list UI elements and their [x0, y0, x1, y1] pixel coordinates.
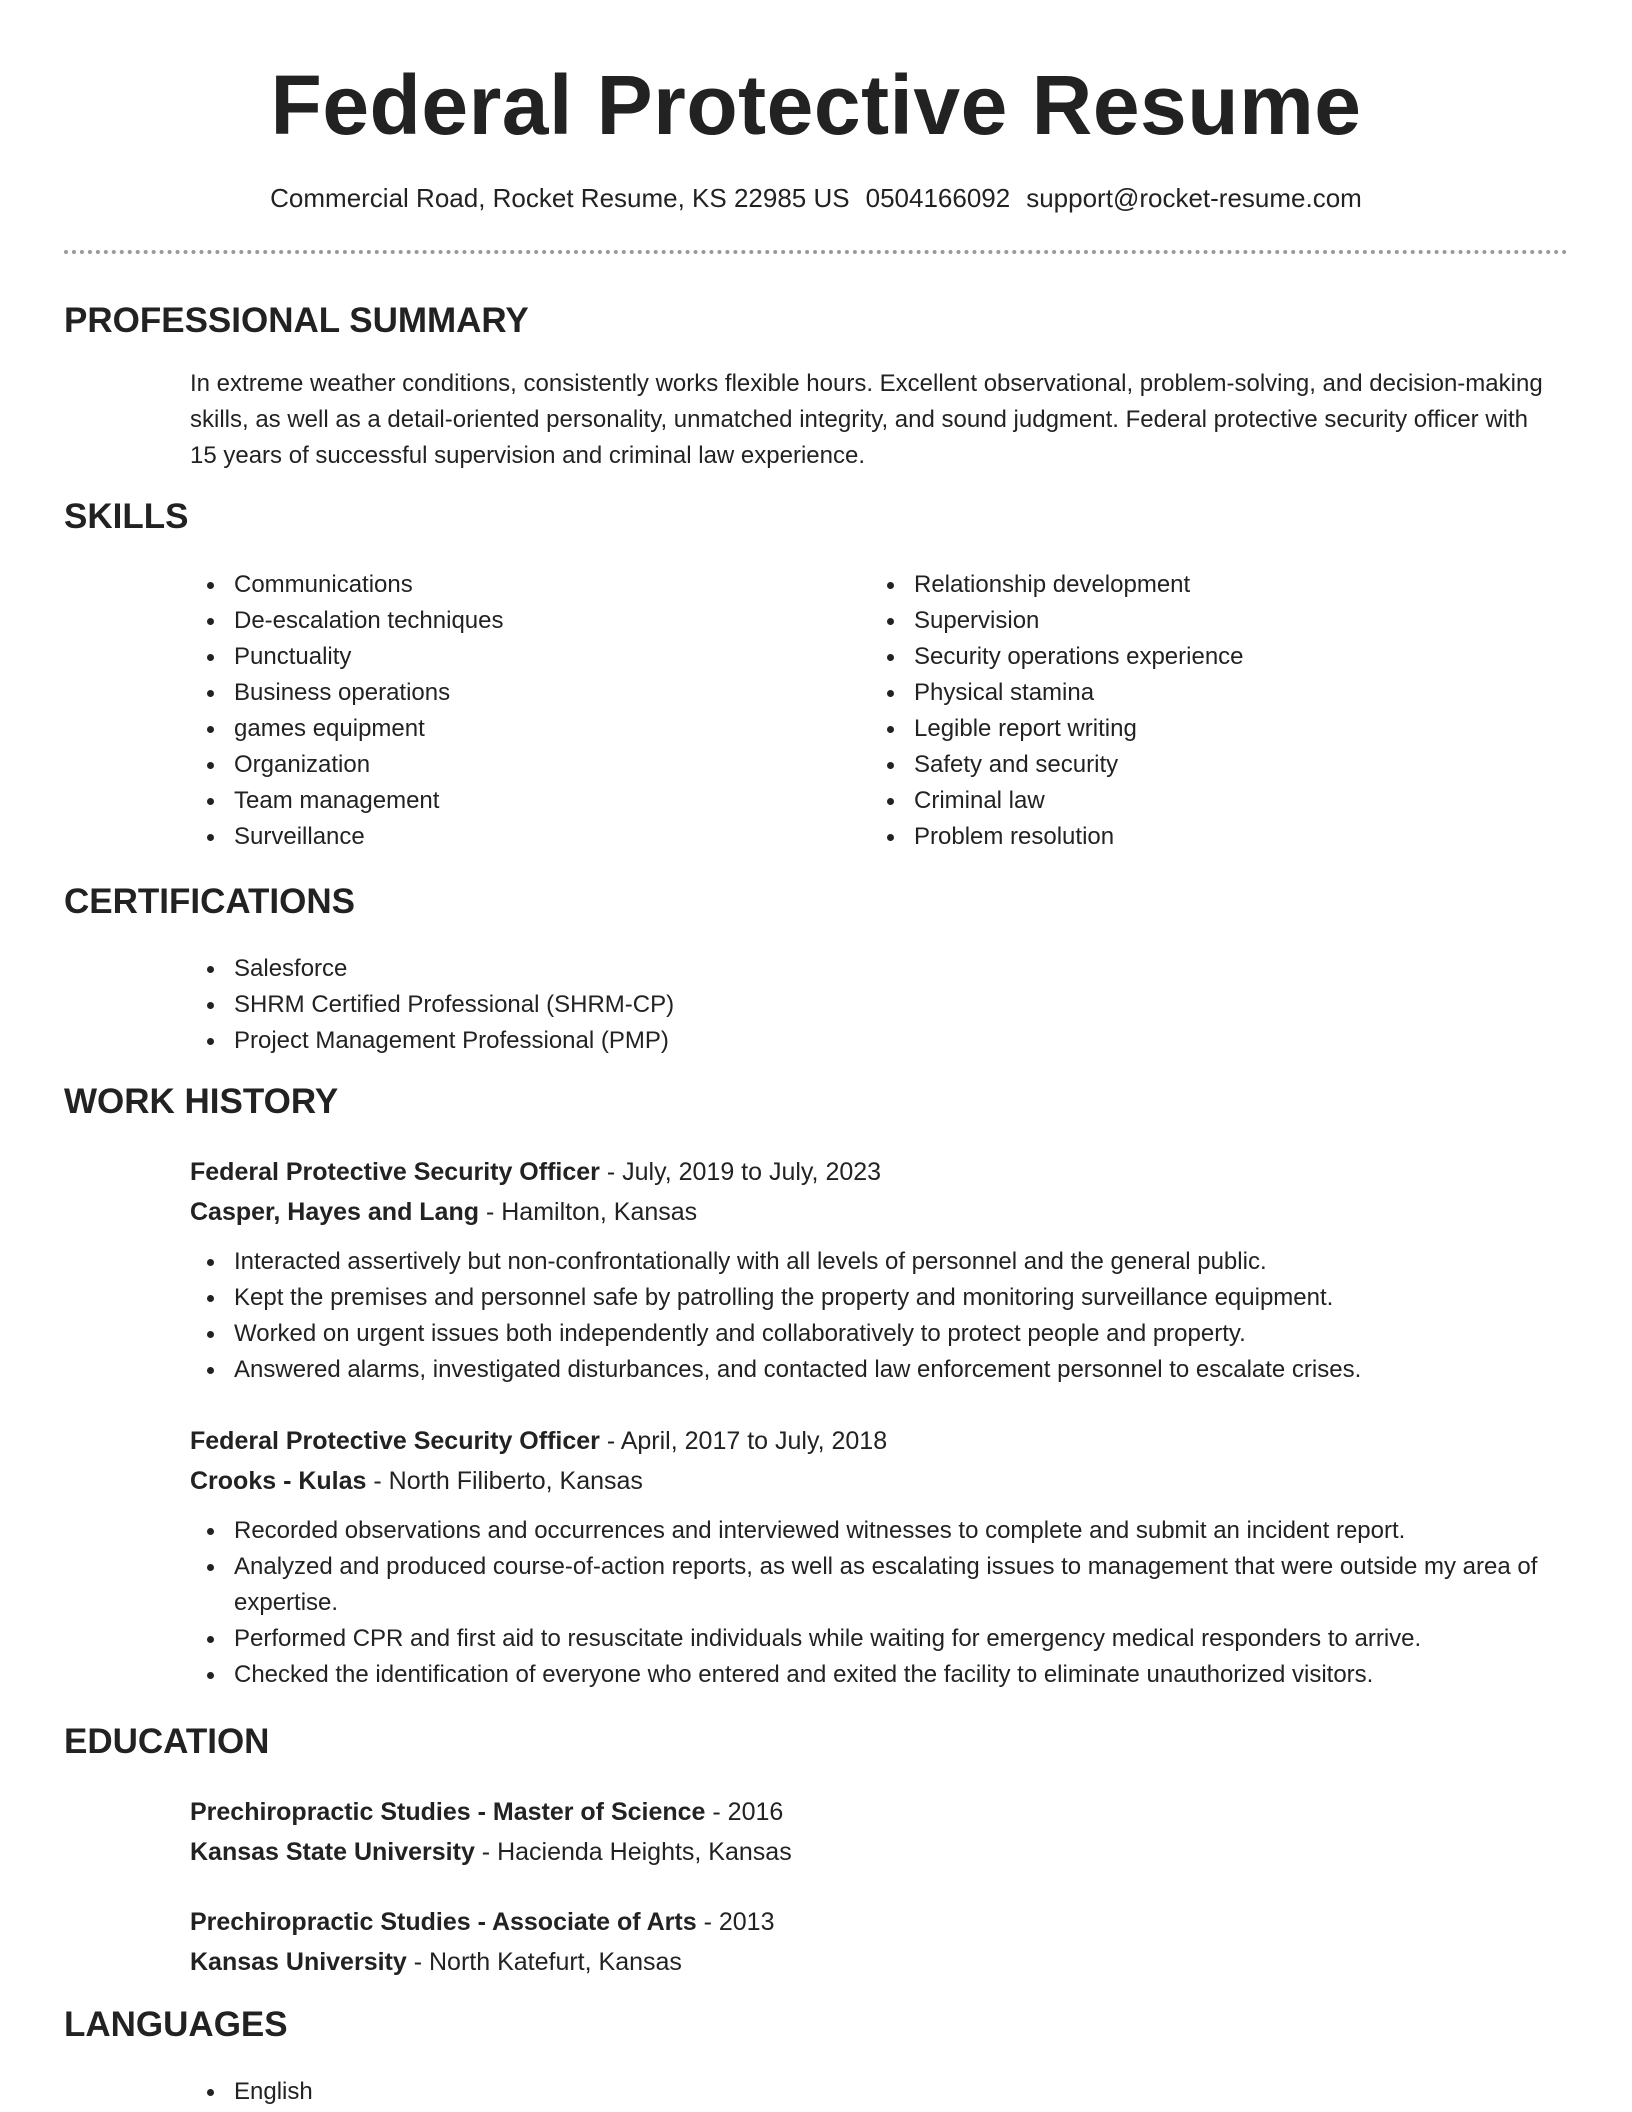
education-location: - Hacienda Heights, Kansas [474, 1838, 792, 1866]
skill-item: Relationship development [870, 567, 1490, 603]
education-degree: Prechiropractic Studies - Associate of Arts [190, 1908, 697, 1936]
skills-list-left [190, 567, 810, 855]
skill-item: De-escalation techniques [190, 603, 810, 639]
job-entry [190, 1421, 1570, 1693]
section-title-summary: PROFESSIONAL SUMMARY [64, 301, 529, 340]
skills-list-right [870, 567, 1490, 855]
job-duty: Checked the identification of everyone who entered and exited the facility to eliminate unauthorized visitors. [190, 1657, 1570, 1693]
skill-item: Communications [190, 567, 810, 603]
section-title-education: EDUCATION [64, 1722, 270, 1761]
job-entry [190, 1152, 1570, 1388]
job-duty: Kept the premises and personnel safe by patrolling the property and monitoring surveillance equipment. [190, 1280, 1570, 1316]
education-degree-line [190, 1792, 1490, 1832]
header-divider [64, 250, 1568, 254]
job-duties-list [190, 1244, 1570, 1388]
job-title-line [190, 1152, 1570, 1192]
languages-list [190, 2074, 990, 2110]
education-school: Kansas University [190, 1948, 407, 1976]
job-duty: Worked on urgent issues both independently and collaboratively to protect people and property. [190, 1316, 1570, 1352]
section-title-skills: SKILLS [64, 497, 189, 536]
job-duty: Answered alarms, investigated disturbances, and contacted law enforcement personnel to escalate crises. [190, 1352, 1570, 1388]
job-dates: - April, 2017 to July, 2018 [599, 1427, 888, 1455]
education-degree-line [190, 1902, 1490, 1942]
skill-item: games equipment [190, 711, 810, 747]
job-duty: Performed CPR and first aid to resuscitate individuals while waiting for emergency medical responders to arrive. [190, 1621, 1570, 1657]
skill-item: Punctuality [190, 639, 810, 675]
skill-item: Legible report writing [870, 711, 1490, 747]
section-title-work-history: WORK HISTORY [64, 1082, 339, 1121]
job-company: Casper, Hayes and Lang [190, 1198, 480, 1226]
job-dates: - July, 2019 to July, 2023 [599, 1158, 882, 1186]
job-company-line [190, 1192, 1570, 1232]
job-duty: Interacted assertively but non-confrontationally with all levels of personnel and the general public. [190, 1244, 1570, 1280]
job-duty: Analyzed and produced course-of-action reports, as well as escalating issues to management that were outside my area of expertise. [190, 1549, 1570, 1621]
education-entry [190, 1792, 1490, 1872]
education-school: Kansas State University [190, 1838, 475, 1866]
contact-line [0, 180, 1632, 216]
certifications-list [190, 951, 1490, 1059]
section-title-certifications: CERTIFICATIONS [64, 882, 356, 921]
contact-email: support@rocket-resume.com [1026, 183, 1362, 213]
education-location: - North Katefurt, Kansas [406, 1948, 682, 1976]
skill-item: Criminal law [870, 783, 1490, 819]
education-year: - 2013 [696, 1908, 775, 1936]
education-degree: Prechiropractic Studies - Master of Science [190, 1798, 706, 1826]
skill-item: Surveillance [190, 819, 810, 855]
certification-item: Project Management Professional (PMP) [190, 1023, 1490, 1059]
job-duty: Recorded observations and occurrences and interviewed witnesses to complete and submit an incident report. [190, 1513, 1570, 1549]
job-title-line [190, 1421, 1570, 1461]
resume-name: Federal Protective Resume [270, 58, 1362, 152]
skill-item: Team management [190, 783, 810, 819]
education-year: - 2016 [705, 1798, 784, 1826]
certification-item: SHRM Certified Professional (SHRM-CP) [190, 987, 1490, 1023]
skill-item: Security operations experience [870, 639, 1490, 675]
job-location: - North Filiberto, Kansas [366, 1467, 643, 1495]
skill-item: Organization [190, 747, 810, 783]
skill-item: Safety and security [870, 747, 1490, 783]
job-duties-list [190, 1513, 1570, 1693]
job-company-line [190, 1461, 1570, 1501]
summary-text: In extreme weather conditions, consistently works flexible hours. Excellent observational, problem-solving, and decision-making skills, as well as a detail-oriented personality, unmatched integrity, and sound judgment. Federal protective security officer with 15 years of successful supervision and criminal law experience. [190, 370, 1543, 469]
skill-item: Problem resolution [870, 819, 1490, 855]
certification-item: Salesforce [190, 951, 1490, 987]
job-role: Federal Protective Security Officer [190, 1427, 600, 1455]
education-school-line [190, 1942, 1490, 1982]
skill-item: Supervision [870, 603, 1490, 639]
contact-address: Commercial Road, Rocket Resume, KS 22985 US [270, 183, 850, 213]
education-school-line [190, 1832, 1490, 1872]
contact-phone: 0504166092 [865, 183, 1011, 213]
job-role: Federal Protective Security Officer [190, 1158, 600, 1186]
skill-item: Business operations [190, 675, 810, 711]
skill-item: Physical stamina [870, 675, 1490, 711]
job-location: - Hamilton, Kansas [479, 1198, 698, 1226]
section-title-languages: LANGUAGES [64, 2005, 288, 2044]
education-entry [190, 1902, 1490, 1982]
job-company: Crooks - Kulas [190, 1467, 367, 1495]
language-item: English [190, 2074, 990, 2110]
